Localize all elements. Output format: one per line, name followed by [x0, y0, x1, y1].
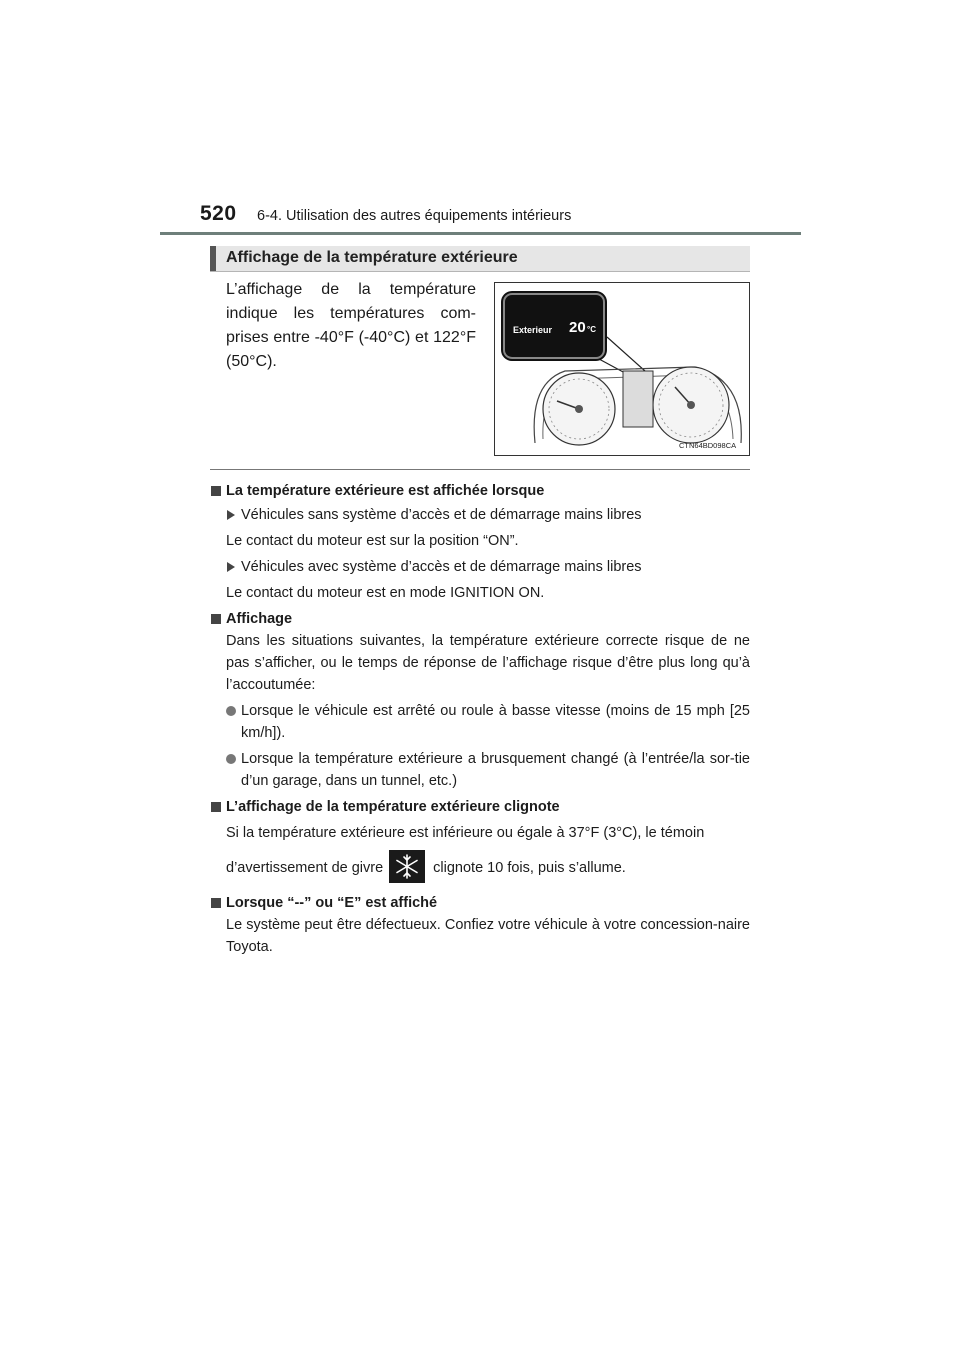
section-title: Affichage de la température extérieure [226, 249, 518, 266]
note-text: Le contact du moteur est sur la position “ON”. [226, 533, 519, 549]
note-heading-text: Affichage [226, 611, 293, 627]
note-heading [210, 608, 750, 630]
square-bullet-icon [211, 486, 221, 496]
header-rule [160, 232, 801, 235]
list-item-text: Véhicules sans système d’accès et de démarrage mains libres [241, 507, 642, 523]
snowflake-icon [389, 850, 425, 883]
list-item-text: Lorsque la température extérieure a brusquement changé (à l’entrée/la sor-tie d’un garage, dans un tunnel, etc.) [241, 751, 750, 789]
intro-text: L’affichage de la température indique les températures com-prises entre -40°F (-40°C) et 122°F (50°C). [226, 281, 476, 370]
list-item-text: Lorsque le véhicule est arrêté ou roule à basse vitesse (moins de 15 mph [25 km/h]). [241, 703, 750, 741]
square-bullet-icon [211, 802, 221, 812]
display-value: 20 [569, 319, 586, 336]
circle-bullet-icon [226, 754, 236, 764]
arrow-right-icon [227, 510, 235, 520]
display-unit: °C [587, 325, 596, 334]
list-item [210, 504, 750, 526]
square-bullet-icon [211, 898, 221, 908]
section-divider [210, 469, 750, 470]
note-heading-text: Lorsque “--” ou “E” est affiché [226, 895, 438, 911]
list-item [210, 556, 750, 578]
note-heading [210, 480, 750, 502]
note-heading [210, 892, 750, 914]
square-bullet-icon [211, 614, 221, 624]
notes-body [210, 478, 750, 958]
display-callout [503, 293, 605, 359]
note-text-with-icon [210, 850, 750, 886]
note-text: Si la température extérieure est inférieure ou égale à 37°F (3°C), le témoin [226, 825, 705, 841]
page-number: 520 [200, 202, 237, 225]
note-text: Le système peut être défectueux. Confiez votre véhicule à votre concession-naire Toyota. [226, 917, 750, 955]
note-heading [210, 796, 750, 818]
circle-bullet-icon [226, 706, 236, 716]
note-heading-text: L’affichage de la température extérieure clignote [226, 799, 560, 815]
note-text-part: clignote 10 fois, puis s’allume. [433, 860, 626, 876]
list-item [210, 748, 750, 792]
note-text: Dans les situations suivantes, la température extérieure correcte risque de ne pas s’afficher, ou le temps de réponse de l’affichage risque d’être plus long qu’à l’accoutumée: [226, 633, 750, 693]
display-label: Exterieur [513, 325, 553, 335]
arrow-right-icon [227, 562, 235, 572]
list-item [210, 700, 750, 744]
instrument-cluster-figure [494, 282, 750, 456]
note-heading-text: La température extérieure est affichée lorsque [226, 483, 545, 499]
list-item-text: Véhicules avec système d’accès et de démarrage mains libres [241, 559, 642, 575]
chapter-title: 6-4. Utilisation des autres équipements intérieurs [257, 208, 572, 224]
note-text: Le contact du moteur est en mode IGNITION ON. [226, 585, 545, 601]
figure-code: CTN64BD098CA [679, 441, 737, 450]
section-header [210, 246, 750, 272]
section-accent [210, 246, 216, 271]
note-text-part: d’avertissement de givre [226, 860, 384, 876]
